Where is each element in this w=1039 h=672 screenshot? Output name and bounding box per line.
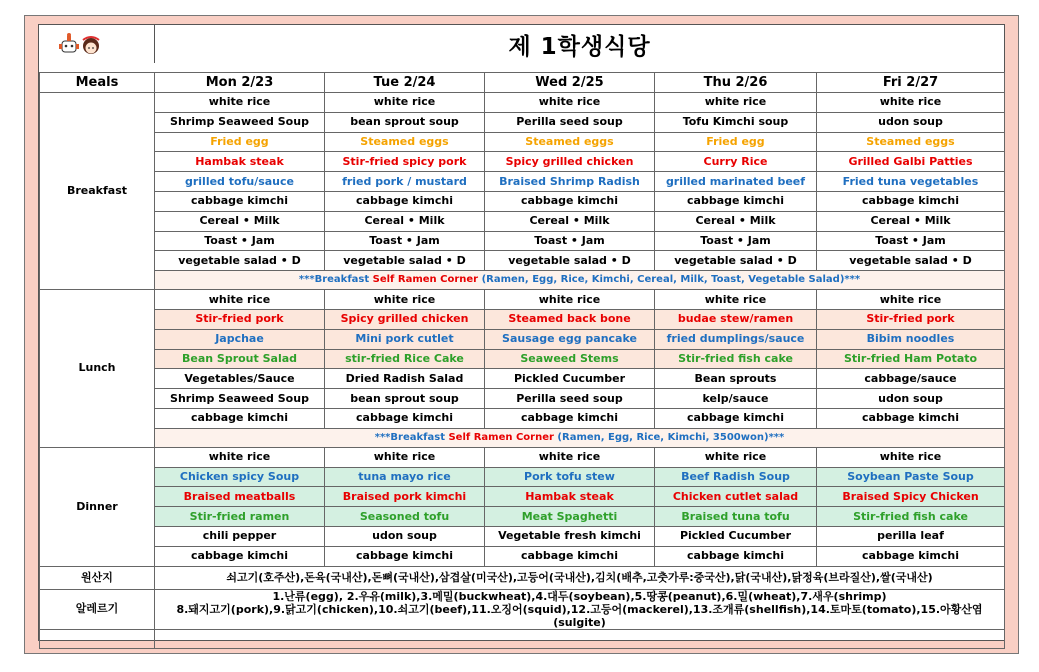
menu-item: white rice [655, 93, 817, 113]
menu-item: Fried egg [655, 132, 817, 152]
menu-item: cabbage kimchi [817, 408, 1005, 428]
menu-item: Toast • Jam [155, 231, 325, 251]
menu-item: bean sprout soup [325, 389, 485, 409]
menu-item: Cereal • Milk [155, 211, 325, 231]
footer-row [40, 629, 1005, 649]
menu-item: Sausage egg pancake [485, 329, 655, 349]
lunch-label: Lunch [40, 290, 155, 448]
breakfast-row [40, 231, 1005, 251]
menu-item: Chicken cutlet salad [655, 487, 817, 507]
menu-item: white rice [155, 447, 325, 467]
menu-item: Fried tuna vegetables [817, 172, 1005, 192]
menu-item: vegetable salad • D [817, 251, 1005, 271]
lunch-row [40, 309, 1005, 329]
menu-item: Shrimp Seaweed Soup [155, 112, 325, 132]
menu-item: cabbage kimchi [325, 408, 485, 428]
menu-item: Toast • Jam [655, 231, 817, 251]
menu-item: Steamed eggs [485, 132, 655, 152]
menu-item: cabbage kimchi [325, 191, 485, 211]
menu-item: udon soup [325, 526, 485, 546]
menu-item: Spicy grilled chicken [325, 309, 485, 329]
menu-item: Bean Sprout Salad [155, 349, 325, 369]
page-title: 제 1학생식당 [508, 33, 651, 60]
header-meals: Meals [40, 73, 155, 93]
menu-item: Steamed eggs [325, 132, 485, 152]
menu-item: white rice [655, 447, 817, 467]
breakfast-row [40, 93, 1005, 113]
menu-item: Shrimp Seaweed Soup [155, 389, 325, 409]
menu-item: white rice [325, 447, 485, 467]
header-row [40, 73, 1005, 93]
logo [39, 25, 155, 63]
menu-item: Meat Spaghetti [485, 507, 655, 527]
menu-item: white rice [817, 447, 1005, 467]
menu-item: vegetable salad • D [655, 251, 817, 271]
menu-item: Grilled Galbi Patties [817, 152, 1005, 172]
header [39, 25, 1004, 63]
menu-item: Cereal • Milk [817, 211, 1005, 231]
menu-item: Bean sprouts [655, 369, 817, 389]
breakfast-row [40, 191, 1005, 211]
banner-prefix: ***Breakfast [374, 431, 449, 443]
menu-item: Chicken spicy Soup [155, 467, 325, 487]
lunch-banner [155, 428, 1005, 447]
menu-item: grilled marinated beef [655, 172, 817, 192]
allergy-row [40, 589, 1005, 629]
menu-item: cabbage kimchi [325, 546, 485, 566]
menu-item: Seasoned tofu [325, 507, 485, 527]
header-wed: Wed 2/25 [485, 73, 655, 93]
lunch-row [40, 329, 1005, 349]
menu-item: Hambak steak [485, 487, 655, 507]
banner-suffix: (Ramen, Egg, Rice, Kimchi, 3500won)*** [553, 431, 785, 443]
menu-item: cabbage kimchi [655, 546, 817, 566]
menu-item: cabbage kimchi [485, 546, 655, 566]
menu-item: Vegetables/Sauce [155, 369, 325, 389]
menu-table [39, 72, 1005, 649]
menu-item: Tofu Kimchi soup [655, 112, 817, 132]
menu-item: cabbage kimchi [155, 408, 325, 428]
menu-item: cabbage kimchi [155, 546, 325, 566]
footer-spacer [155, 629, 1005, 649]
breakfast-row [40, 152, 1005, 172]
menu-item: Stir-fried fish cake [817, 507, 1005, 527]
menu-item: Braised Spicy Chicken [817, 487, 1005, 507]
menu-item: grilled tofu/sauce [155, 172, 325, 192]
menu-item: white rice [325, 290, 485, 310]
menu-item: Stir-fried fish cake [655, 349, 817, 369]
menu-item: chili pepper [155, 526, 325, 546]
banner-highlight: Self Ramen Corner [372, 274, 479, 286]
origin-text: 쇠고기(호주산),돈육(국내산),돈뼈(국내산),삼겹살(미국산),고등어(국내산),김치(배추,고춧가루:중국산),닭(국내산),닭정육(브라질산),쌀(국내산) [155, 566, 1005, 589]
menu-item: Hambak steak [155, 152, 325, 172]
menu-item: Stir-fried Ham Potato [817, 349, 1005, 369]
menu-frame [24, 15, 1019, 654]
menu-item: Japchae [155, 329, 325, 349]
dinner-row [40, 507, 1005, 527]
menu-item: udon soup [817, 389, 1005, 409]
menu-item: Stir-fried spicy pork [325, 152, 485, 172]
menu-item: tuna mayo rice [325, 467, 485, 487]
menu-item: Seaweed Stems [485, 349, 655, 369]
menu-item: white rice [325, 93, 485, 113]
menu-item: Steamed eggs [817, 132, 1005, 152]
menu-item: Toast • Jam [325, 231, 485, 251]
menu-item: budae stew/ramen [655, 309, 817, 329]
menu-item: Vegetable fresh kimchi [485, 526, 655, 546]
breakfast-banner [155, 271, 1005, 290]
menu-item: Braised tuna tofu [655, 507, 817, 527]
breakfast-row [40, 132, 1005, 152]
origin-row [40, 566, 1005, 589]
banner-highlight: Self Ramen Corner [448, 431, 554, 443]
lunch-row [40, 408, 1005, 428]
menu-item: Perilla seed soup [485, 389, 655, 409]
header-mon: Mon 2/23 [155, 73, 325, 93]
menu-item: udon soup [817, 112, 1005, 132]
menu-item: vegetable salad • D [155, 251, 325, 271]
dinner-row [40, 546, 1005, 566]
banner-prefix: ***Breakfast [298, 274, 373, 286]
menu-item: Toast • Jam [485, 231, 655, 251]
allergy-line-2: 8.돼지고기(pork),9.닭고기(chicken),10.쇠고기(beef),11.오징어(squid),12.고등어(mackerel),13.조개류(shellfish),14.토마토(tomato),15.아황산염(sulgite) [176, 602, 983, 629]
menu-item: Soybean Paste Soup [817, 467, 1005, 487]
origin-label: 원산지 [40, 566, 155, 589]
menu-item: cabbage kimchi [655, 191, 817, 211]
menu-item: Pork tofu stew [485, 467, 655, 487]
breakfast-row [40, 251, 1005, 271]
menu-item: cabbage kimchi [485, 191, 655, 211]
menu-item: white rice [485, 290, 655, 310]
menu-item: cabbage/sauce [817, 369, 1005, 389]
menu-item: Perilla seed soup [485, 112, 655, 132]
menu-item: Stir-fried ramen [155, 507, 325, 527]
menu-item: stir-fried Rice Cake [325, 349, 485, 369]
allergy-label: 알레르기 [40, 589, 155, 629]
menu-item: cabbage kimchi [655, 408, 817, 428]
menu-item: Mini pork cutlet [325, 329, 485, 349]
menu-item: Pickled Cucumber [655, 526, 817, 546]
menu-item: white rice [485, 93, 655, 113]
menu-item: cabbage kimchi [485, 408, 655, 428]
menu-item: Toast • Jam [817, 231, 1005, 251]
menu-item: Steamed back bone [485, 309, 655, 329]
menu-item: kelp/sauce [655, 389, 817, 409]
banner-suffix: (Ramen, Egg, Rice, Kimchi, Cereal, Milk, Toast, Vegetable Salad)*** [478, 274, 861, 286]
lunch-row [40, 369, 1005, 389]
menu-item: vegetable salad • D [485, 251, 655, 271]
menu-item: Braised pork kimchi [325, 487, 485, 507]
menu-item: cabbage kimchi [155, 191, 325, 211]
menu-item: Dried Radish Salad [325, 369, 485, 389]
menu-item: vegetable salad • D [325, 251, 485, 271]
allergy-text [155, 589, 1005, 629]
lunch-banner-row [40, 428, 1005, 447]
menu-item: white rice [155, 290, 325, 310]
menu-item: white rice [817, 93, 1005, 113]
menu-item: Beef Radish Soup [655, 467, 817, 487]
breakfast-banner-row [40, 271, 1005, 290]
mascot-icon [39, 25, 155, 63]
header-fri: Fri 2/27 [817, 73, 1005, 93]
menu-item: perilla leaf [817, 526, 1005, 546]
menu-item: cabbage kimchi [817, 546, 1005, 566]
dinner-row [40, 526, 1005, 546]
lunch-row [40, 349, 1005, 369]
breakfast-label: Breakfast [40, 93, 155, 290]
header-tue: Tue 2/24 [325, 73, 485, 93]
allergy-line-1: 1.난류(egg), 2.우유(milk),3.메밀(buckwheat),4.대두(soybean),5.땅콩(peanut),6.밀(wheat),7.새우(shrimp) [272, 589, 887, 603]
breakfast-row [40, 112, 1005, 132]
menu-item: cabbage kimchi [817, 191, 1005, 211]
footer-spacer [40, 629, 155, 649]
dinner-row [40, 447, 1005, 467]
menu-item: Pickled Cucumber [485, 369, 655, 389]
menu-item: Stir-fried pork [817, 309, 1005, 329]
menu-sheet [38, 24, 1005, 641]
menu-item: Bibim noodles [817, 329, 1005, 349]
dinner-label: Dinner [40, 447, 155, 566]
lunch-row [40, 290, 1005, 310]
menu-item: Braised Shrimp Radish [485, 172, 655, 192]
menu-item: white rice [155, 93, 325, 113]
menu-item: bean sprout soup [325, 112, 485, 132]
menu-item: Stir-fried pork [155, 309, 325, 329]
menu-item: Cereal • Milk [325, 211, 485, 231]
dinner-row [40, 467, 1005, 487]
menu-item: Cereal • Milk [655, 211, 817, 231]
menu-item: white rice [817, 290, 1005, 310]
menu-item: white rice [655, 290, 817, 310]
menu-item: Fried egg [155, 132, 325, 152]
menu-item: Braised meatballs [155, 487, 325, 507]
breakfast-row [40, 172, 1005, 192]
breakfast-row [40, 211, 1005, 231]
dinner-row [40, 487, 1005, 507]
menu-item: fried dumplings/sauce [655, 329, 817, 349]
menu-item: Curry Rice [655, 152, 817, 172]
menu-item: fried pork / mustard [325, 172, 485, 192]
menu-item: Spicy grilled chicken [485, 152, 655, 172]
lunch-row [40, 389, 1005, 409]
menu-item: white rice [485, 447, 655, 467]
menu-item: Cereal • Milk [485, 211, 655, 231]
header-thu: Thu 2/26 [655, 73, 817, 93]
